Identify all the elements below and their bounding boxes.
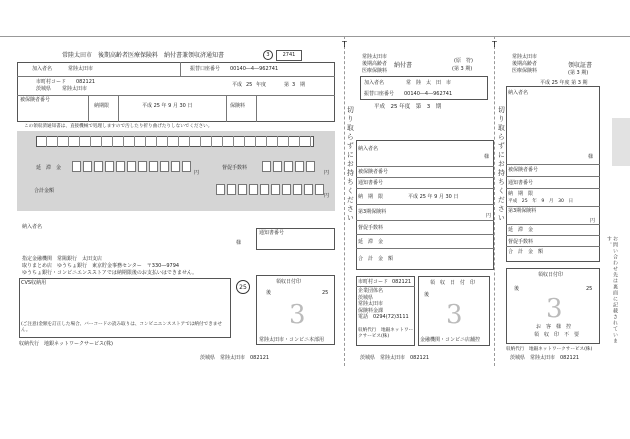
middle-form-box	[356, 140, 494, 270]
main-footer: 茨城県 常陸太田市 082121	[200, 355, 270, 361]
late-fee-yen: 円	[194, 170, 200, 176]
right-header-note: (第 3 期)	[568, 70, 589, 76]
right-deadline-value: 平成 25 年 9 月 30 日	[508, 199, 574, 204]
prefecture: 茨城県	[36, 86, 52, 92]
right-big-three: 3	[546, 294, 563, 324]
deadline-value: 平成 25 年 9 月 30 日	[142, 103, 193, 109]
middle-notice-no-label: 通知書番号	[358, 180, 384, 186]
bank-line-3: ゆうちょ銀行・コンビニエンスストアでは納期限後のお支払いはできません。	[22, 270, 198, 276]
tag-number: 2741	[282, 52, 296, 58]
main-receipt-later: 後	[266, 290, 272, 296]
middle-late-fee-label: 延 滞 金	[358, 239, 384, 245]
right-vertical-notice: 切り取らずにお持ちください	[497, 106, 506, 223]
middle-premium-yen: 円	[486, 213, 492, 219]
perforation-line-1	[344, 36, 345, 366]
right-receipt-later: 後	[514, 286, 520, 292]
right-receipt-label: 領収日付印	[538, 272, 564, 278]
payer-name-label: 納入者名	[22, 224, 43, 230]
middle-vertical-notice: 切り取らずにお持ちください	[346, 106, 355, 223]
right-premium-label: 第3期保険料	[508, 208, 537, 214]
right-side-note: お問い合わせ先は裏面に記載されています。	[606, 236, 618, 344]
insured-no-label: 被保険者番号	[20, 97, 51, 103]
total-label: 合計金額	[34, 188, 55, 194]
account-value: 00140―4―962741	[230, 66, 279, 72]
middle-city-code-label: 市町村コード	[358, 279, 389, 285]
payer-name-sama: 様	[236, 240, 242, 246]
late-fee-label: 延 滞 金	[36, 165, 62, 171]
total-yen: 円	[324, 193, 330, 199]
middle-receipt-label: 領 収 日 付 印	[430, 280, 476, 286]
account-label: 振替口座番号	[190, 66, 221, 72]
barcode-note-1: (ご注意)金額を訂正した場合、バーコードの読み取りは、コンビニエンスストアでは納付できません。	[21, 322, 222, 333]
cvs-label: CVS収納用	[21, 280, 47, 286]
middle-payer-name-label: 納入者名	[358, 146, 379, 152]
main-big-three: 3	[289, 300, 306, 330]
issuer-line-5: 電話 0294(72)3111	[358, 314, 409, 320]
right-reminder-fee-label: 督促手数料	[508, 239, 534, 245]
middle-footer: 茨城県 常陸太田市 082121	[360, 355, 430, 361]
main-title: 常陸太田市 後期高齢者医療保険料 納付書兼領収済通知書	[62, 52, 225, 59]
middle-agent: 収納代行 地銀ネットワークサービス(株)	[358, 328, 414, 339]
middle-header-note-1: (原 符)	[454, 58, 473, 64]
circle-number: 25	[236, 280, 250, 294]
middle-header-1: 常陸太田市	[362, 54, 388, 60]
reminder-fee-yen: 円	[324, 170, 330, 176]
fiscal-year-value: 25	[246, 82, 253, 88]
bank-line-2: 取りまとめ店 ゆうちょ銀行 東京貯金事務センター 〒330―9794	[22, 263, 180, 269]
premium-label: 保険料	[230, 103, 246, 109]
top-cut-line	[0, 36, 630, 37]
city: 常陸太田市	[62, 86, 88, 92]
middle-premium-label: 第3期保険料	[358, 209, 387, 215]
middle-issuer-lines	[358, 288, 409, 321]
main-receipt-footer: 常陸太田市・コンビニ本部用	[259, 337, 325, 343]
right-deadline-label: 納 期 限	[508, 191, 534, 197]
main-header-table	[17, 62, 335, 122]
right-agent: 収納代行 地銀ネットワークサービス(株)	[506, 347, 593, 352]
middle-receipt-footer: 金融機関・コンビニ店舗控	[420, 337, 481, 343]
bank-line-1: 指定金融機関 常陽銀行 太田支店	[22, 256, 103, 262]
middle-payer-value: 常 陸 太 田 市	[406, 80, 452, 86]
issuer-line-4: 保険料金課	[358, 307, 384, 314]
middle-account-label: 振替口座番号	[364, 91, 395, 97]
period-prefix: 第	[284, 82, 290, 88]
total-cells-shade	[226, 184, 316, 195]
middle-payer-name-sama: 様	[484, 154, 490, 160]
city-code-label: 市町村コード	[36, 79, 67, 85]
payer-value: 常陸太田市	[68, 66, 94, 72]
issuer-line-1: 企業団体名	[358, 288, 384, 294]
ocr-cell-dividers	[36, 136, 314, 147]
middle-header-3: 医療保険料	[362, 68, 388, 74]
right-fiscal: 平成 25 年度 第 3 期	[540, 80, 588, 86]
notice-no-label: 通知書番号	[259, 230, 285, 236]
main-receipt-25: 25	[322, 290, 329, 296]
right-late-fee-label: 延 滞 金	[508, 227, 534, 233]
right-stamp-note-1: お 客 様 控	[536, 324, 572, 330]
city-code-value: 082121	[76, 79, 96, 85]
middle-deadline-label: 納 期 限	[358, 194, 384, 200]
middle-reminder-fee-label: 督促手数料	[358, 225, 384, 231]
handling-notice: この領収済通知書は、直接機械で処理しますので汚したり折り曲げたりしないでください。	[24, 124, 213, 129]
right-header-3: 医療保険料	[512, 68, 538, 74]
issuer-line-3: 常陸太田市	[358, 301, 384, 307]
right-total-label: 合 計 金 額	[508, 249, 544, 255]
period-number: 3	[292, 82, 296, 88]
middle-header-note-2: (第 3 期)	[452, 66, 473, 72]
right-stamp-note-2: 領 収 印 不 要	[534, 332, 580, 338]
perforation-line-2	[494, 36, 495, 366]
fiscal-year-suffix: 年度	[256, 82, 267, 88]
issuer-line-2: 茨城県	[358, 294, 374, 301]
right-premium-yen: 円	[590, 218, 596, 224]
tag-circle: 3	[263, 50, 273, 60]
fiscal-year-label: 平成	[232, 82, 243, 88]
middle-total-label: 合 計 金 額	[358, 256, 394, 262]
deadline-label: 納期限	[94, 103, 110, 109]
right-footer: 茨城県 常陸太田市 082121	[510, 355, 580, 361]
right-receipt-25: 25	[586, 286, 593, 292]
right-payer-name-label: 納入者名	[508, 90, 529, 96]
middle-insured-no-label: 被保険者番号	[358, 169, 389, 175]
middle-city-code-value: 082121	[392, 279, 412, 285]
cut-mark-1: T	[342, 40, 347, 49]
middle-receipt-later: 後	[424, 292, 430, 298]
middle-fiscal: 平成 25 年度 第 3 期	[374, 104, 442, 110]
tag-number-box	[276, 50, 302, 61]
right-header-2: 後期高齢者	[512, 61, 538, 67]
main-receipt-label: 領収日付印	[276, 279, 302, 285]
right-insured-no-label: 被保険者番号	[508, 167, 539, 173]
middle-deadline-value: 平成 25 年 9 月 30 日	[408, 194, 459, 200]
right-header-doc: 領収証書	[568, 62, 593, 69]
middle-header-doc: 納付書	[394, 62, 413, 69]
middle-account-value: 00140―4―962741	[404, 91, 453, 97]
middle-payer-label: 加入者名	[364, 80, 385, 86]
right-header-1: 常陸太田市	[512, 54, 538, 60]
right-edge-tab	[612, 118, 630, 166]
middle-big-three: 3	[446, 300, 463, 330]
period-suffix: 期	[300, 82, 306, 88]
cut-mark-2: T	[492, 40, 497, 49]
main-agent: 収納代行 地銀ネットワークサービス(株)	[19, 341, 113, 347]
payer-label: 加入者名	[32, 66, 53, 72]
right-payer-name-sama: 様	[588, 154, 594, 160]
right-notice-no-label: 通知書番号	[508, 180, 534, 186]
reminder-fee-label: 督促手数料	[222, 165, 248, 171]
middle-header-2: 後期高齢者	[362, 61, 388, 67]
